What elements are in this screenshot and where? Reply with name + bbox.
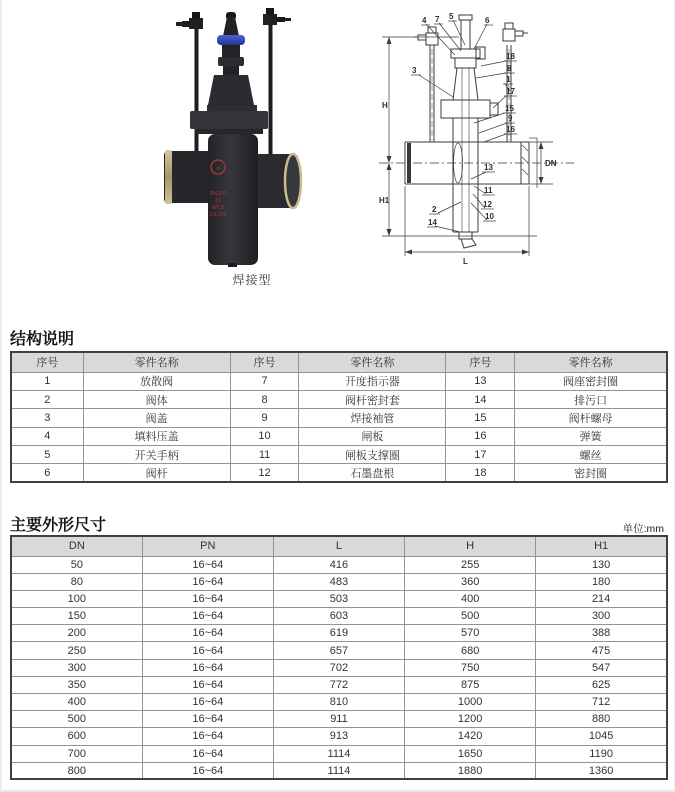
table-cell: 1880 — [405, 762, 536, 779]
table-row — [11, 728, 667, 745]
table-cell: 阀体 — [83, 390, 230, 408]
column-header: 零件名称 — [299, 352, 446, 372]
table-cell: 16~64 — [142, 590, 273, 607]
structure-table — [10, 351, 668, 483]
callout-18: 18 — [506, 52, 515, 61]
table-cell: 9 — [230, 409, 299, 427]
table-cell: 8 — [230, 390, 299, 408]
callout-6: 6 — [485, 16, 490, 25]
table-cell: 焊接袖管 — [299, 409, 446, 427]
collar-shape — [218, 57, 244, 66]
table-cell: 603 — [273, 608, 404, 625]
dimension-l — [405, 186, 529, 256]
table-cell: 570 — [405, 625, 536, 642]
table-cell: 16~64 — [142, 762, 273, 779]
valve-cross-section-diagram — [377, 5, 577, 267]
column-header: DN — [11, 536, 142, 556]
table-cell: 16~64 — [142, 625, 273, 642]
marking-line-3: WCB — [211, 205, 225, 211]
callout-8: 8 — [507, 64, 512, 73]
table-row — [11, 590, 667, 607]
table-cell: 放散阀 — [83, 372, 230, 390]
table-cell: 5 — [11, 446, 83, 464]
table-cell: 180 — [536, 573, 667, 590]
table-cell: 250 — [11, 642, 142, 659]
table-cell: 1114 — [273, 762, 404, 779]
callout-10: 10 — [485, 212, 494, 221]
table-cell: 388 — [536, 625, 667, 642]
callout-9: 9 — [508, 114, 513, 123]
structure-section-title: 结构说明 — [10, 331, 75, 348]
table-cell: 657 — [273, 642, 404, 659]
table-cell: 503 — [273, 590, 404, 607]
table-row — [11, 573, 667, 590]
table-cell: 300 — [536, 608, 667, 625]
callout-17: 17 — [506, 87, 515, 96]
table-cell: 1114 — [273, 745, 404, 762]
table-cell: 300 — [11, 659, 142, 676]
dim-label-h: H — [382, 101, 388, 110]
table-cell: 360 — [405, 573, 536, 590]
callout-11: 11 — [484, 186, 493, 195]
table-cell: 625 — [536, 676, 667, 693]
table-cell: 200 — [11, 625, 142, 642]
flange-shape — [190, 111, 268, 129]
table-row — [11, 556, 667, 573]
table-cell: 680 — [405, 642, 536, 659]
dimensions-section-title: 主要外形尺寸 — [10, 517, 107, 534]
blue-cap-shape — [217, 35, 245, 45]
table-cell: 6 — [11, 464, 83, 482]
callout-13: 13 — [484, 163, 493, 172]
table-row — [11, 676, 667, 693]
stem-cone-shape — [223, 17, 239, 36]
table-row — [11, 659, 667, 676]
table-cell: 4 — [11, 427, 83, 445]
table-cell: 700 — [11, 745, 142, 762]
flange-lip-shape — [195, 129, 263, 134]
table-cell: 16~64 — [142, 676, 273, 693]
table-row — [11, 427, 667, 445]
table-cell: 130 — [536, 556, 667, 573]
column-header: H — [405, 536, 536, 556]
table-cell: 702 — [273, 659, 404, 676]
table-cell: 螺丝 — [515, 446, 667, 464]
marking-line-2: 16 — [214, 198, 222, 204]
table-cell: 416 — [273, 556, 404, 573]
column-header: 序号 — [446, 352, 515, 372]
unit-note: 单位:mm — [622, 523, 664, 535]
table-cell: 11 — [230, 446, 299, 464]
table-cell: 16 — [446, 427, 515, 445]
table-cell: 石墨盘根 — [299, 464, 446, 482]
table-cell: 17 — [446, 446, 515, 464]
table-row — [11, 446, 667, 464]
table-cell: 800 — [11, 762, 142, 779]
dimensions-table-body — [11, 556, 667, 779]
callout-15: 15 — [505, 104, 514, 113]
table-cell: 483 — [273, 573, 404, 590]
table-cell: 1360 — [536, 762, 667, 779]
dimensions-table — [10, 535, 668, 780]
table-cell: 913 — [273, 728, 404, 745]
dimensions-table-header-row — [11, 536, 667, 556]
table-row — [11, 762, 667, 779]
table-cell: 2 — [11, 390, 83, 408]
table-cell: 12 — [230, 464, 299, 482]
table-row — [11, 464, 667, 482]
table-row — [11, 625, 667, 642]
drain-tip-shape — [228, 263, 237, 267]
valve-photo — [152, 5, 352, 267]
table-cell: 开关手柄 — [83, 446, 230, 464]
callout-7: 7 — [435, 15, 440, 24]
structure-table-header-row — [11, 352, 667, 372]
callout-2: 2 — [432, 205, 437, 214]
bonnet-shape — [208, 75, 254, 105]
column-header: 零件名称 — [515, 352, 667, 372]
table-cell: 80 — [11, 573, 142, 590]
table-cell: 1000 — [405, 694, 536, 711]
callout-leaders — [411, 20, 517, 232]
table-cell: 750 — [405, 659, 536, 676]
table-cell: 弹簧 — [515, 427, 667, 445]
table-row — [11, 711, 667, 728]
table-cell: 400 — [11, 694, 142, 711]
table-cell: 875 — [405, 676, 536, 693]
table-row — [11, 608, 667, 625]
marking-line-4: Q1234 — [209, 212, 227, 218]
table-cell: 1650 — [405, 745, 536, 762]
column-header: 零件名称 — [83, 352, 230, 372]
table-cell: 16~64 — [142, 728, 273, 745]
table-cell: 阀杆螺母 — [515, 409, 667, 427]
table-cell: 闸板 — [299, 427, 446, 445]
table-cell: 880 — [536, 711, 667, 728]
table-cell: 阀盖 — [83, 409, 230, 427]
table-cell: 712 — [536, 694, 667, 711]
right-vent-rod-shape — [263, 8, 291, 157]
table-cell: 阀杆 — [83, 464, 230, 482]
table-cell: 16~64 — [142, 608, 273, 625]
valve-diagram — [377, 5, 577, 267]
table-cell: 14 — [446, 390, 515, 408]
column-header: PN — [142, 536, 273, 556]
table-cell: 500 — [11, 711, 142, 728]
table-cell: 911 — [273, 711, 404, 728]
table-cell: 阀杆密封套 — [299, 390, 446, 408]
brand-logo-glyph: ⌀ — [216, 166, 220, 172]
table-cell: 16~64 — [142, 573, 273, 590]
table-cell: 18 — [446, 464, 515, 482]
callout-3: 3 — [412, 66, 417, 75]
table-cell: 16~64 — [142, 659, 273, 676]
right-brass-ring-shape — [285, 154, 301, 208]
neck-shape — [222, 45, 240, 58]
table-cell: 475 — [536, 642, 667, 659]
table-cell: 772 — [273, 676, 404, 693]
table-cell: 闸板支撑圈 — [299, 446, 446, 464]
column-header: H1 — [536, 536, 667, 556]
table-cell: 500 — [405, 608, 536, 625]
table-cell: 1045 — [536, 728, 667, 745]
table-cell: 400 — [405, 590, 536, 607]
dim-label-l: L — [463, 257, 468, 266]
table-cell: 排污口 — [515, 390, 667, 408]
table-cell: 3 — [11, 409, 83, 427]
table-cell: 214 — [536, 590, 667, 607]
table-row — [11, 642, 667, 659]
table-cell: 7 — [230, 372, 299, 390]
left-brass-ring-shape — [165, 150, 172, 204]
table-row — [11, 694, 667, 711]
table-cell: 50 — [11, 556, 142, 573]
table-cell: 10 — [230, 427, 299, 445]
table-cell: 开度指示器 — [299, 372, 446, 390]
table-cell: 15 — [446, 409, 515, 427]
callout-16: 16 — [506, 125, 515, 134]
callout-12: 12 — [483, 200, 492, 209]
table-row — [11, 390, 667, 408]
callout-14: 14 — [428, 218, 437, 227]
table-cell: 1200 — [405, 711, 536, 728]
table-cell: 16~64 — [142, 642, 273, 659]
table-cell: 255 — [405, 556, 536, 573]
photo-caption: 焊接型 — [232, 273, 272, 287]
valve-photo-illustration — [152, 5, 352, 267]
table-cell: 150 — [11, 608, 142, 625]
table-cell: 填料压盖 — [83, 427, 230, 445]
table-cell: 810 — [273, 694, 404, 711]
table-cell: 密封圈 — [515, 464, 667, 482]
table-cell: 1420 — [405, 728, 536, 745]
table-cell: 1 — [11, 372, 83, 390]
table-cell: 600 — [11, 728, 142, 745]
column-header: 序号 — [230, 352, 299, 372]
callout-1: 1 — [506, 75, 511, 84]
dim-label-h1: H1 — [379, 196, 390, 205]
callout-5: 5 — [449, 12, 454, 21]
table-cell: 547 — [536, 659, 667, 676]
column-header: 序号 — [11, 352, 83, 372]
callout-4: 4 — [422, 16, 427, 25]
table-cell: 619 — [273, 625, 404, 642]
table-cell: 1190 — [536, 745, 667, 762]
table-row — [11, 745, 667, 762]
table-row — [11, 372, 667, 390]
table-cell: 13 — [446, 372, 515, 390]
table-row — [11, 409, 667, 427]
table-cell: 16~64 — [142, 745, 273, 762]
table-cell: 16~64 — [142, 556, 273, 573]
table-cell: 100 — [11, 590, 142, 607]
dim-label-dn: DN — [545, 159, 557, 168]
structure-table-body — [11, 372, 667, 482]
table-cell: 16~64 — [142, 694, 273, 711]
table-cell: 350 — [11, 676, 142, 693]
table-cell: 阀座密封圈 — [515, 372, 667, 390]
marking-line-1: DN200 — [209, 191, 227, 197]
column-header: L — [273, 536, 404, 556]
table-cell: 16~64 — [142, 711, 273, 728]
neck2-shape — [223, 66, 239, 75]
